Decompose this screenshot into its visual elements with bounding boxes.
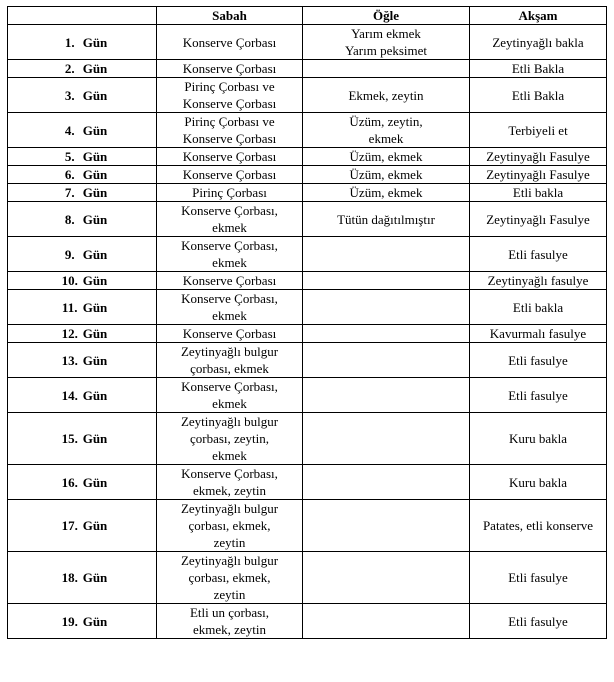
- sabah-cell: Konserve Çorbası: [157, 325, 303, 343]
- day-label: Gün: [82, 518, 108, 533]
- meal-schedule-table: [7, 6, 607, 639]
- ogle-cell: [303, 378, 470, 413]
- aksam-cell: Etli Bakla: [470, 60, 607, 78]
- aksam-cell: Kuru bakla: [470, 413, 607, 465]
- table-row: [8, 272, 607, 290]
- day-cell: [8, 500, 157, 552]
- sabah-cell: Zeytinyağlı bulgur çorbası, ekmek: [157, 343, 303, 378]
- ogle-cell: Tütün dağıtılmıştır: [303, 202, 470, 237]
- ogle-cell: [303, 325, 470, 343]
- ogle-cell: Üzüm, ekmek: [303, 166, 470, 184]
- ogle-cell: [303, 290, 470, 325]
- ogle-cell: [303, 272, 470, 290]
- aksam-cell: Etli fasulye: [470, 343, 607, 378]
- ogle-cell: [303, 343, 470, 378]
- day-cell: [8, 148, 157, 166]
- header-ogle: Öğle: [303, 7, 470, 25]
- day-number: 8.: [64, 211, 75, 227]
- day-cell: [8, 290, 157, 325]
- day-label: Gün: [82, 613, 108, 629]
- aksam-cell: Etli fasulye: [470, 378, 607, 413]
- sabah-cell: Zeytinyağlı bulgur çorbası, ekmek, zeytin: [157, 500, 303, 552]
- aksam-cell: Zeytinyağlı bakla: [470, 25, 607, 60]
- sabah-cell: Pirinç Çorbası: [157, 184, 303, 202]
- day-number: 10.: [61, 273, 78, 288]
- aksam-cell: Etli fasulye: [470, 552, 607, 604]
- day-cell: [8, 325, 157, 343]
- sabah-cell: Pirinç Çorbası ve Konserve Çorbası: [157, 78, 303, 113]
- day-cell: [8, 378, 157, 413]
- table-row: [8, 325, 607, 343]
- day-label: Gün: [82, 149, 108, 164]
- aksam-cell: Patates, etli konserve: [470, 500, 607, 552]
- day-number: 1.: [64, 34, 75, 50]
- table-row: [8, 78, 607, 113]
- header-day: [8, 7, 157, 25]
- day-cell: [8, 78, 157, 113]
- sabah-cell: Pirinç Çorbası ve Konserve Çorbası: [157, 113, 303, 148]
- ogle-cell: [303, 552, 470, 604]
- day-number: 11.: [61, 299, 78, 315]
- table-row: [8, 290, 607, 325]
- day-number: 3.: [64, 87, 75, 103]
- day-label: Gün: [82, 61, 108, 76]
- sabah-cell: Konserve Çorbası, ekmek: [157, 378, 303, 413]
- day-label: Gün: [82, 387, 108, 403]
- table-row: [8, 184, 607, 202]
- sabah-cell: Konserve Çorbası: [157, 148, 303, 166]
- aksam-cell: Etli Bakla: [470, 78, 607, 113]
- aksam-cell: Kavurmalı fasulye: [470, 325, 607, 343]
- aksam-cell: Etli bakla: [470, 184, 607, 202]
- day-label: Gün: [82, 167, 108, 182]
- ogle-cell: Üzüm, zeytin, ekmek: [303, 113, 470, 148]
- table-row: [8, 202, 607, 237]
- aksam-cell: Zeytinyağlı Fasulye: [470, 166, 607, 184]
- day-cell: [8, 343, 157, 378]
- table-row: [8, 500, 607, 552]
- day-number: 4.: [64, 122, 75, 138]
- day-number: 19.: [61, 613, 78, 629]
- day-number: 2.: [64, 61, 75, 76]
- ogle-cell: Ekmek, zeytin: [303, 78, 470, 113]
- ogle-cell: [303, 237, 470, 272]
- table-body: [8, 25, 607, 639]
- sabah-cell: Konserve Çorbası, ekmek: [157, 237, 303, 272]
- day-label: Gün: [82, 246, 108, 262]
- day-label: Gün: [82, 34, 108, 50]
- day-label: Gün: [82, 352, 108, 368]
- aksam-cell: Kuru bakla: [470, 465, 607, 500]
- day-cell: [8, 60, 157, 78]
- aksam-cell: Etli fasulye: [470, 604, 607, 639]
- day-cell: [8, 166, 157, 184]
- table-row: [8, 25, 607, 60]
- day-cell: [8, 465, 157, 500]
- aksam-cell: Zeytinyağlı Fasulye: [470, 202, 607, 237]
- day-label: Gün: [82, 299, 108, 315]
- ogle-cell: Üzüm, ekmek: [303, 148, 470, 166]
- day-cell: [8, 604, 157, 639]
- aksam-cell: Etli fasulye: [470, 237, 607, 272]
- table-row: [8, 148, 607, 166]
- day-number: 14.: [61, 387, 78, 403]
- day-label: Gün: [82, 431, 108, 446]
- ogle-cell: Yarım ekmek Yarım peksimet: [303, 25, 470, 60]
- table-row: [8, 343, 607, 378]
- day-number: 16.: [61, 474, 78, 490]
- table-row: [8, 604, 607, 639]
- table-row: [8, 113, 607, 148]
- day-cell: [8, 184, 157, 202]
- ogle-cell: Üzüm, ekmek: [303, 184, 470, 202]
- day-label: Gün: [82, 326, 108, 341]
- aksam-cell: Terbiyeli et: [470, 113, 607, 148]
- table-row: [8, 413, 607, 465]
- day-cell: [8, 272, 157, 290]
- header-row: [8, 7, 607, 25]
- day-number: 15.: [61, 431, 78, 446]
- day-number: 18.: [61, 570, 78, 585]
- day-label: Gün: [82, 122, 108, 138]
- sabah-cell: Zeytinyağlı bulgur çorbası, ekmek, zeytin: [157, 552, 303, 604]
- table-row: [8, 465, 607, 500]
- day-number: 7.: [64, 185, 75, 200]
- ogle-cell: [303, 60, 470, 78]
- day-cell: [8, 25, 157, 60]
- aksam-cell: Zeytinyağlı Fasulye: [470, 148, 607, 166]
- aksam-cell: Zeytinyağlı fasulye: [470, 272, 607, 290]
- sabah-cell: Konserve Çorbası, ekmek: [157, 290, 303, 325]
- day-cell: [8, 552, 157, 604]
- day-label: Gün: [82, 185, 108, 200]
- day-number: 9.: [64, 246, 75, 262]
- sabah-cell: Konserve Çorbası: [157, 166, 303, 184]
- day-label: Gün: [82, 273, 108, 288]
- day-cell: [8, 237, 157, 272]
- day-number: 6.: [64, 167, 75, 182]
- ogle-cell: [303, 604, 470, 639]
- header-aksam: Akşam: [470, 7, 607, 25]
- sabah-cell: Konserve Çorbası: [157, 60, 303, 78]
- sabah-cell: Konserve Çorbası, ekmek, zeytin: [157, 465, 303, 500]
- day-cell: [8, 413, 157, 465]
- table-row: [8, 237, 607, 272]
- sabah-cell: Konserve Çorbası, ekmek: [157, 202, 303, 237]
- table-row: [8, 60, 607, 78]
- day-cell: [8, 202, 157, 237]
- day-label: Gün: [82, 570, 108, 585]
- ogle-cell: [303, 413, 470, 465]
- sabah-cell: Konserve Çorbası: [157, 272, 303, 290]
- day-cell: [8, 113, 157, 148]
- ogle-cell: [303, 465, 470, 500]
- sabah-cell: Zeytinyağlı bulgur çorbası, zeytin, ekmek: [157, 413, 303, 465]
- ogle-cell: [303, 500, 470, 552]
- header-sabah: Sabah: [157, 7, 303, 25]
- day-number: 17.: [61, 518, 78, 533]
- day-label: Gün: [82, 211, 108, 227]
- day-label: Gün: [82, 474, 108, 490]
- sabah-cell: Konserve Çorbası: [157, 25, 303, 60]
- aksam-cell: Etli bakla: [470, 290, 607, 325]
- table-row: [8, 552, 607, 604]
- day-number: 13.: [61, 352, 78, 368]
- day-label: Gün: [82, 87, 108, 103]
- day-number: 12.: [61, 326, 78, 341]
- day-number: 5.: [64, 149, 75, 164]
- sabah-cell: Etli un çorbası, ekmek, zeytin: [157, 604, 303, 639]
- table-row: [8, 166, 607, 184]
- table-row: [8, 378, 607, 413]
